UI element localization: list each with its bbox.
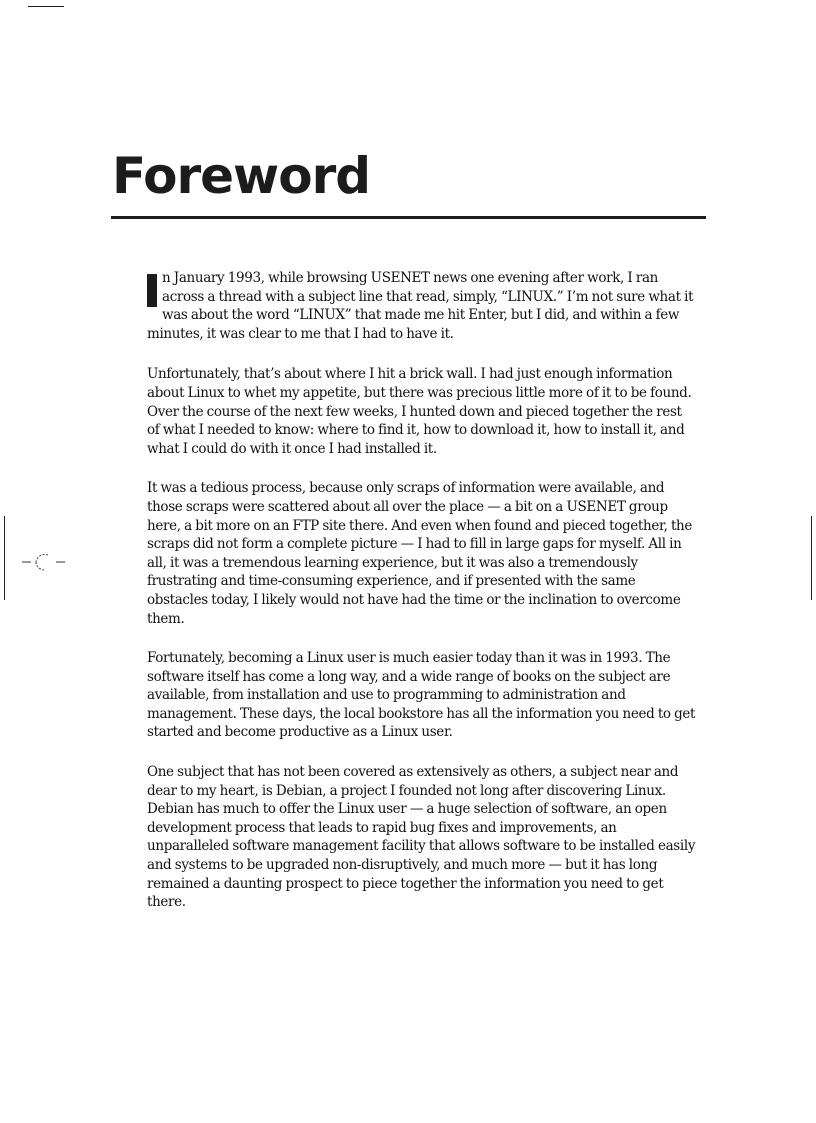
drop-cap (147, 274, 157, 307)
title-rule (111, 216, 706, 219)
registration-mark-icon (22, 550, 66, 574)
paragraph-5: One subject that has not been covered as extensively as others, a subject near and dear to my heart, is Debian, a project I founded not long after discovering Linux. Debian has much to offer the Linux user — a huge selection of software, an open development process that leads to rapid bug fixes and improvements, an unparalleled software management facility that allows software to be installed easily and systems to be upgraded non-disruptively, and much more — but it has long remained a daunting prospect to piece together the information you need to get there. (147, 764, 696, 911)
page-title: Foreword (112, 147, 371, 205)
paragraph-2: Unfortunately, that’s about where I hit a brick wall. I had just enough information about Linux to whet my appetite, but there was precious little more of it to be found. Over the course of the next few weeks, I hunted down and pieced together the rest of what I needed to know: where to find it, how to download it, how to install it, and what I could do with it once I had installed it. (147, 366, 692, 457)
crop-mark-right (811, 516, 812, 600)
paragraph-4: Fortunately, becoming a Linux user is much easier today than it was in 1993. The software itself has come a long way, and a wide range of books on the subject are available, from installation and use to programming to administration and management. These days, the local bookstore has all the information you need to get started and become productive as a Linux user. (147, 650, 696, 741)
paragraph-3: It was a tedious process, because only scraps of information were available, and those scraps were scattered about all over the place — a bit on a USENET group here, a bit more on an FTP site there. And even when found and pieced together, the scraps did not form a complete picture — I had to fill in large gaps for myself. All in all, it was a tremendous learning experience, but it was also a tremendously frustrating and time-consuming experience, and if presented with the same obstacles today, I likely would not have had the time or the inclination to overcome them. (147, 480, 693, 627)
foreword-body (147, 269, 697, 933)
crop-mark-top (28, 6, 64, 7)
crop-mark-left (4, 516, 5, 600)
paragraph-1-text: n January 1993, while browsing USENET news one evening after work, I ran across a thread with a subject line that read, simply, “LINUX.” I’m not sure what it was about the word “LINUX” that made me hit Enter, but I did, and within a few minutes, it was clear to me that I had to have it. (147, 270, 694, 342)
paragraph-1 (147, 269, 697, 343)
